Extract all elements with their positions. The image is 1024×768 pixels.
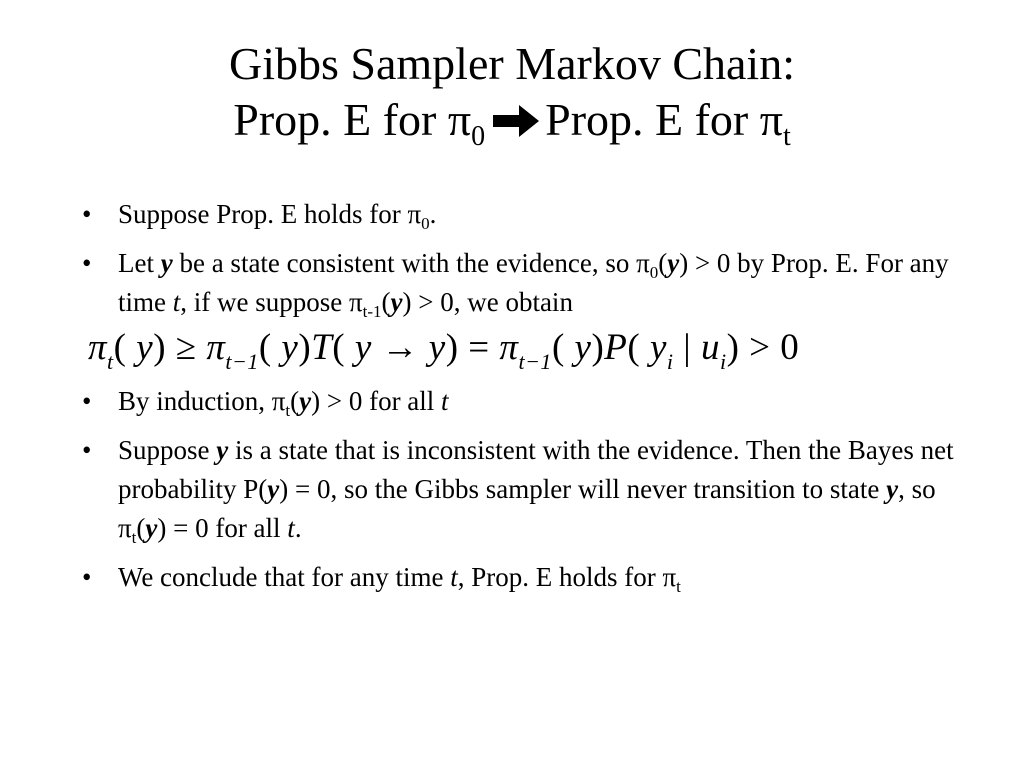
bullet-text: be a state consistent with the evidence, so π [172, 248, 650, 278]
variable-t: t [441, 386, 449, 416]
title-sub-a: 0 [471, 121, 486, 152]
subscript: t [676, 577, 681, 596]
bullet-text: , if we suppose π [180, 287, 363, 317]
eq-pi: π [499, 327, 519, 368]
bullet-marker: • [82, 562, 92, 592]
title-line-1: Gibbs Sampler Markov Chain: [229, 38, 795, 89]
bullet-marker: • [82, 199, 92, 229]
eq-y: y [574, 327, 592, 368]
bullet-text: . [294, 513, 302, 543]
equation [88, 326, 958, 374]
bullet-marker: • [82, 435, 92, 465]
eq-sub: i [719, 349, 727, 374]
subscript: 0 [421, 214, 430, 233]
variable-y: y [390, 287, 403, 317]
subscript: t-1 [362, 302, 382, 321]
bullet-text: ) > 0, we obtain [402, 287, 573, 317]
eq-pi: π [88, 327, 108, 368]
bullet-item [78, 558, 958, 597]
bullet-list [78, 195, 958, 607]
bullet-item [78, 244, 958, 322]
variable-y: y [299, 386, 312, 416]
eq-text: ( [627, 327, 650, 368]
eq-pi: π [206, 327, 226, 368]
bullet-text: , so π [118, 474, 936, 543]
subscript: t [285, 401, 291, 420]
variable-y: y [267, 474, 280, 504]
subscript: 0 [649, 263, 659, 282]
eq-y: y [281, 327, 299, 368]
variable-y: y [886, 474, 899, 504]
title-line-2 [0, 92, 1024, 152]
bullet-text: , Prop. E holds for π [457, 562, 677, 592]
eq-T: T [311, 327, 333, 368]
variable-y: y [160, 248, 173, 278]
eq-y: y [136, 327, 154, 368]
variable-t: t [450, 562, 458, 592]
eq-text: ) ≥ [153, 327, 207, 368]
eq-sub: t−1 [225, 349, 259, 374]
bullet-item [78, 382, 958, 421]
eq-text: ( [332, 327, 355, 368]
bullet-text: ( [290, 386, 300, 416]
bullet-text: By induction, π [118, 386, 286, 416]
bullet-text: We conclude that for any time [118, 562, 451, 592]
right-arrow-icon [489, 101, 543, 141]
title-text-a: Prop. E for π [233, 94, 472, 145]
variable-t: t [172, 287, 181, 317]
eq-text: → [371, 327, 429, 368]
eq-text: | [673, 327, 701, 368]
eq-text: ) > 0 [726, 327, 800, 368]
bullet-marker: • [82, 386, 92, 416]
variable-t: t [287, 513, 295, 543]
title-text-b: Prop. E for π [545, 94, 783, 145]
eq-text: ( [113, 327, 137, 368]
bullet-text: ( [136, 513, 146, 543]
bullet-text: ( [658, 248, 668, 278]
eq-text: ) [298, 327, 312, 368]
bullet-text: Let [118, 248, 161, 278]
bullet-item [78, 431, 958, 548]
eq-text: ) = [445, 327, 500, 368]
eq-sub: t−1 [518, 349, 552, 374]
bullet-text: . [429, 199, 437, 229]
bullet-text: ) = 0, so the Gibbs sampler will never transition to state [279, 474, 887, 504]
variable-y: y [216, 435, 229, 465]
eq-text: ) [591, 327, 605, 368]
variable-y: y [667, 248, 680, 278]
eq-u: u [700, 327, 720, 368]
eq-P: P [604, 327, 628, 368]
eq-sub: i [666, 349, 674, 374]
bullet-text: ( [381, 287, 391, 317]
eq-y: y [649, 327, 667, 368]
bullet-item [78, 195, 958, 234]
eq-text: ( [258, 327, 282, 368]
variable-y: y [145, 513, 158, 543]
subscript: t [131, 528, 137, 547]
bullet-text: Suppose [118, 435, 217, 465]
slide-title [0, 36, 1024, 152]
bullet-text: ) > 0 for all [311, 386, 442, 416]
bullet-text: is a state that is inconsistent with the evidence. Then the Bayes net probability P( [118, 435, 954, 504]
eq-y: y [354, 327, 372, 368]
bullet-marker: • [82, 248, 92, 278]
bullet-text: ) = 0 for all [157, 513, 288, 543]
eq-sub: t [107, 349, 114, 374]
bullet-text: Suppose Prop. E holds for π [118, 199, 422, 229]
title-sub-b: t [782, 121, 791, 152]
bullet-text: ) > 0 by Prop. E. For any time [118, 248, 949, 317]
eq-y: y [428, 327, 446, 368]
eq-text: ( [551, 327, 575, 368]
